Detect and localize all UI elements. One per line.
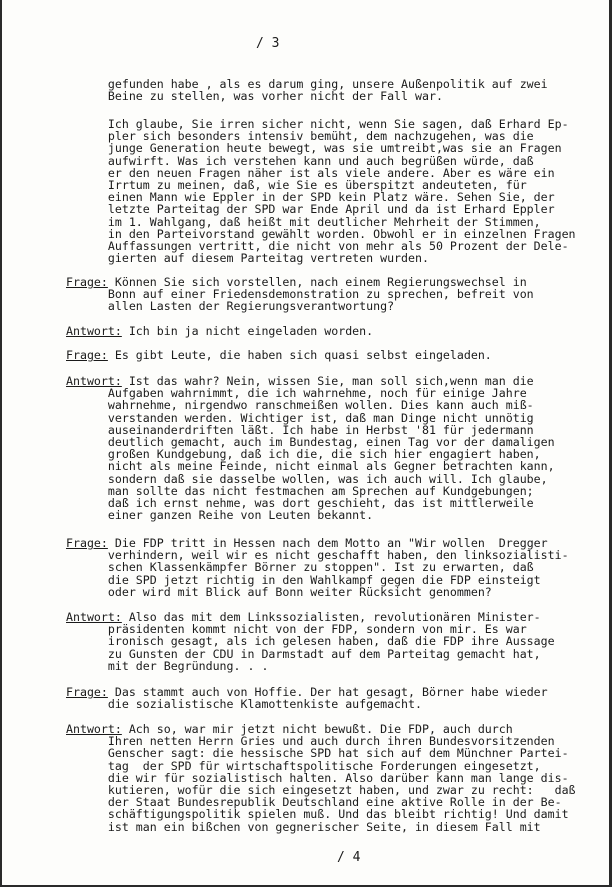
scan-edge-left — [0, 0, 2, 887]
text-line: Beine zu stellen, was vorher nicht der Fall war. — [66, 89, 443, 104]
text-line: einen Mann wie Eppler in der SPD kein Platz wäre. Sehen Sie, der — [66, 190, 555, 205]
line-text: Ich bin ja nicht eingeladen worden. — [121, 324, 374, 338]
question-block — [66, 686, 566, 710]
text-line — [66, 349, 566, 361]
text-line: gierten auf diesem Parteitag vertreten wurden. — [66, 251, 429, 266]
text-line: tag der SPD für wirtschaftspolitische Forderungen eingesetzt, — [66, 758, 541, 773]
question-label: Frage: — [66, 685, 108, 699]
text-line: mit der Begründung. . . — [66, 658, 269, 673]
next-page-number: / 4 — [337, 850, 361, 865]
answer-block — [66, 375, 566, 521]
text-line: kutieren, wofür die sich eingesetzt haben, und zwar zu recht: daß — [66, 783, 576, 798]
text-line: deutlich gemacht, auch im Bundestag, einen Tag vor der damaligen — [66, 435, 555, 450]
paragraph — [66, 117, 576, 266]
text-line: Ihren netten Herrn Gries und auch durch ihren Bundesvorsitzenden — [66, 734, 555, 749]
line-text: Ach so, war mir jetzt nicht bewußt. Die FDP, auch durch — [121, 722, 513, 736]
text-line: daß ich ernst nehme, was dort geschieht, das ist mittlerweile — [66, 496, 534, 511]
page-number: / 3 — [256, 36, 280, 51]
text-line: er den neuen Fragen näher ist als viele andere. Aber es wäre ein — [66, 165, 555, 180]
answer-label: Antwort: — [66, 374, 122, 388]
text-line: die SPD jetzt richtig in den Wahlkampf gegen die FDP einsteigt — [66, 572, 541, 587]
text-line: ist man ein bißchen von gegnerischer Seite, in diesem Fall mit — [66, 819, 541, 834]
text-line: der Staat Bundesrepublik Deutschland eine aktive Rolle in der Be- — [66, 795, 562, 810]
text-line: gefunden habe , als es darum ging, unsere Außenpolitik auf zwei — [66, 77, 548, 91]
text-line: pler sich besonders intensiv bemüht, dem nachzugehen, was die — [66, 129, 534, 144]
text-line: nicht als meine Feinde, nicht einmal als Gegner betrachten kann, — [66, 459, 555, 474]
answer-block — [66, 325, 566, 337]
text-line: die wir für sozialistisch halten. Also darüber kann man lange dis- — [66, 770, 569, 785]
text-line: präsidenten kommt nicht von der FDP, sondern von mir. Es war — [66, 622, 527, 637]
text-line: auseinanderdriften läßt. Ich habe in Herbst '81 für jedermann — [66, 422, 534, 437]
text-line: großen Kundgebung, daß ich die, die sich hier engagiert haben, — [66, 447, 541, 462]
text-line: ironisch gesagt, als ich gelesen haben, daß die FDP ihre Aussage — [66, 634, 555, 649]
text-line: wahrnehme, nirgendwo ranschmeißen wollen. Dies kann auch miß- — [66, 398, 534, 413]
text-line: schäftigungspolitik spielen muß. Und das bleibt richtig! Und damit — [66, 807, 569, 822]
text-line: allen Lasten der Regierungsverantwortung? — [66, 299, 395, 314]
text-line: man sollte das nicht festmachen am Sprechen auf Kundgebungen; — [66, 483, 534, 498]
text-line: einer ganzen Reihe von Leuten bekannt. — [66, 508, 374, 523]
text-line: zu Gunsten der CDU in Darmstadt auf dem Parteitag gemacht hat, — [66, 646, 541, 661]
text-line: Genscher sagt: die hessische SPD hat sich auf dem Münchner Partei- — [66, 746, 569, 761]
text-line: die sozialistische Klamottenkiste aufgemacht. — [66, 697, 422, 712]
question-label: Frage: — [66, 348, 108, 362]
answer-label: Antwort: — [66, 722, 122, 736]
text-line — [66, 325, 566, 337]
line-text: Ist das wahr? Nein, wissen Sie, man soll sich,wenn man die — [121, 374, 534, 388]
text-line: verstanden werden. Wichtiger ist, daß man Dinge nicht unnötig — [66, 410, 534, 425]
answer-block — [66, 611, 566, 672]
answer-block — [66, 722, 576, 834]
text-line: junge Generation heute bewegt, was sie umtreibt,was sie an Fragen — [66, 141, 562, 156]
text-line: Ich glaube, Sie irren sicher nicht, wenn Sie sagen, daß Erhard Ep- — [66, 117, 569, 131]
text-line: im 1. Wahlgang, daß heißt mit deutlicher Mehrheit der Stimmen, — [66, 214, 541, 229]
line-text: Also das mit dem Linkssozialisten, revolutionären Minister- — [121, 610, 541, 624]
text-line: schen Klassenkämpfer Börner zu stoppen". Ist zu erwarten, daß — [66, 560, 534, 575]
question-block — [66, 276, 566, 313]
question-block — [66, 536, 569, 599]
text-line: Aufgaben wahrnimmt, die ich wahrnehme, noch für einige Jahre — [66, 386, 527, 401]
line-text: Können Sie sich vorstellen, nach einem Regierungswechsel in — [107, 275, 527, 289]
question-label: Frage: — [66, 536, 108, 550]
text-line: letzte Parteitag der SPD war Ende April und da ist Erhard Eppler — [66, 202, 555, 217]
text-line: verhindern, weil wir es nicht geschafft haben, den linksozialisti- — [66, 548, 569, 563]
question-block — [66, 349, 566, 361]
paragraph — [66, 78, 566, 102]
line-text: Es gibt Leute, die haben sich quasi selbst eingeladen. — [107, 348, 492, 362]
text-line: aufwirft. Was ich verstehen kann und auch begrüßen würde, daß — [66, 153, 534, 168]
line-text: Das stammt auch von Hoffie. Der hat gesagt, Börner habe wieder — [107, 685, 548, 699]
question-label: Frage: — [66, 275, 108, 289]
text-line: in den Parteivorstand gewählt worden. Obwohl er in einzelnen Fragen — [66, 226, 576, 241]
text-line: Auffassungen vertritt, die nicht von mehr als 50 Prozent der Dele- — [66, 239, 569, 254]
text-line: Irrtum zu meinen, daß, wie Sie es überspitzt andeuteten, für — [66, 178, 527, 193]
answer-label: Antwort: — [66, 610, 122, 624]
line-text: Die FDP tritt in Hessen nach dem Motto an "Wir wollen Dregger — [107, 536, 548, 550]
answer-label: Antwort: — [66, 324, 122, 338]
text-line: sondern daß sie dasselbe wollen, was ich auch will. Ich glaube, — [66, 471, 548, 486]
text-line: Bonn auf einer Friedensdemonstration zu sprechen, befreit von — [66, 287, 534, 302]
text-line: oder wird mit Blick auf Bonn weiter Rücksicht genommen? — [66, 584, 492, 599]
